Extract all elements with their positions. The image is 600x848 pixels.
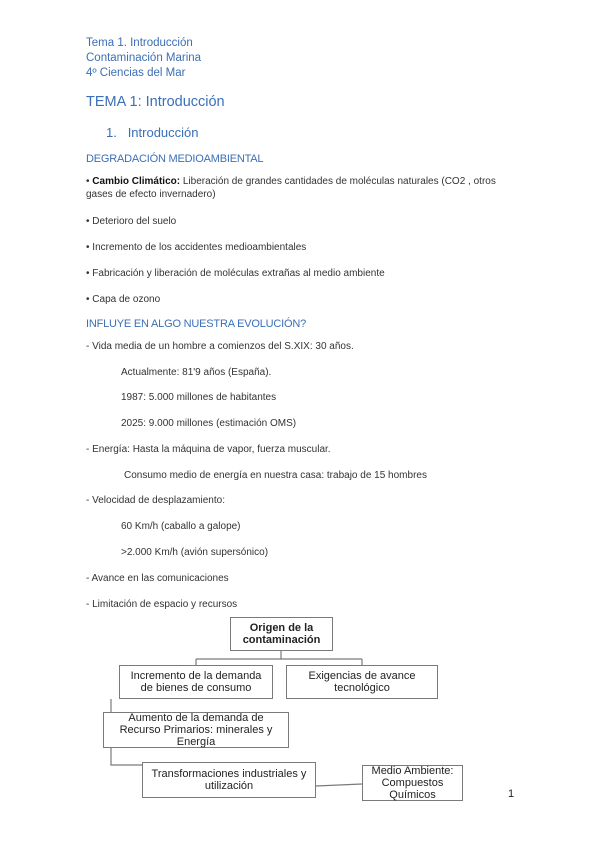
- text-line: - Avance en las comunicaciones: [86, 573, 229, 584]
- item-text: Fabricación y liberación de moléculas extrañas al medio ambiente: [92, 268, 385, 279]
- text-line: 2025: 9.000 millones (estimación OMS): [121, 418, 297, 429]
- page-title: TEMA 1: Introducción: [86, 94, 225, 110]
- diagram-node-demand: Incremento de la demanda de bienes de consumo: [119, 665, 273, 699]
- text-line: 60 Km/h (caballo a galope): [121, 521, 241, 532]
- text-line: Consumo medio de energía en nuestra casa: trabajo de 15 hombres: [124, 470, 427, 481]
- text-line: 1987: 5.000 millones de habitantes: [121, 392, 277, 403]
- text-line: >2.000 Km/h (avión supersónico): [121, 547, 269, 558]
- connector-industry: [111, 748, 142, 765]
- text-line: - Energía: Hasta la máquina de vapor, fuerza muscular.: [86, 444, 331, 455]
- item-bold-label: Cambio Climático:: [92, 176, 181, 187]
- text-line: Actualmente: 81'9 años (España).: [121, 367, 272, 378]
- section-heading-evolucion: INFLUYE EN ALGO NUESTRA EVOLUCIÓN?: [86, 318, 306, 330]
- section-heading-degradacion: DEGRADACIÓN MEDIOAMBIENTAL: [86, 153, 264, 165]
- item-text: Incremento de los accidentes medioambientales: [92, 242, 307, 253]
- item-text: Liberación de grandes cantidades de moléculas naturales (CO2 , otros gases de efecto invernadero): [86, 176, 496, 200]
- diagram-node-origin: Origen de la contaminación: [230, 617, 333, 651]
- bullet: •: [86, 242, 90, 253]
- bullet: •: [86, 268, 90, 279]
- diagram-node-resources: Aumento de la demanda de Recurso Primarios: minerales y Energía: [103, 712, 289, 748]
- bullet: •: [86, 176, 90, 187]
- diagram-node-tech: Exigencias de avance tecnológico: [286, 665, 438, 699]
- diagram-node-industry: Transformaciones industriales y utilización: [142, 762, 316, 798]
- bullet: •: [86, 216, 90, 227]
- diagram-node-environment: Medio Ambiente: Compuestos Químicos: [362, 765, 463, 801]
- item-text: Capa de ozono: [92, 294, 161, 305]
- page-number: 1: [508, 788, 515, 800]
- text-line: - Limitación de espacio y recursos: [86, 599, 238, 610]
- bullet: •: [86, 294, 90, 305]
- subtitle-number: 1.: [106, 125, 117, 140]
- text-line: - Velocidad de desplazamiento:: [86, 495, 225, 506]
- subtitle-text: Introducción: [127, 125, 199, 140]
- connector-environment: [316, 784, 362, 786]
- header-grade: 4º Ciencias del Mar: [86, 67, 186, 79]
- text-line: - Vida media de un hombre a comienzos del S.XIX: 30 años.: [86, 341, 354, 352]
- header-subject: Contaminación Marina: [86, 52, 202, 64]
- header-course: Tema 1. Introducción: [86, 37, 193, 49]
- item-text: Deterioro del suelo: [92, 216, 177, 227]
